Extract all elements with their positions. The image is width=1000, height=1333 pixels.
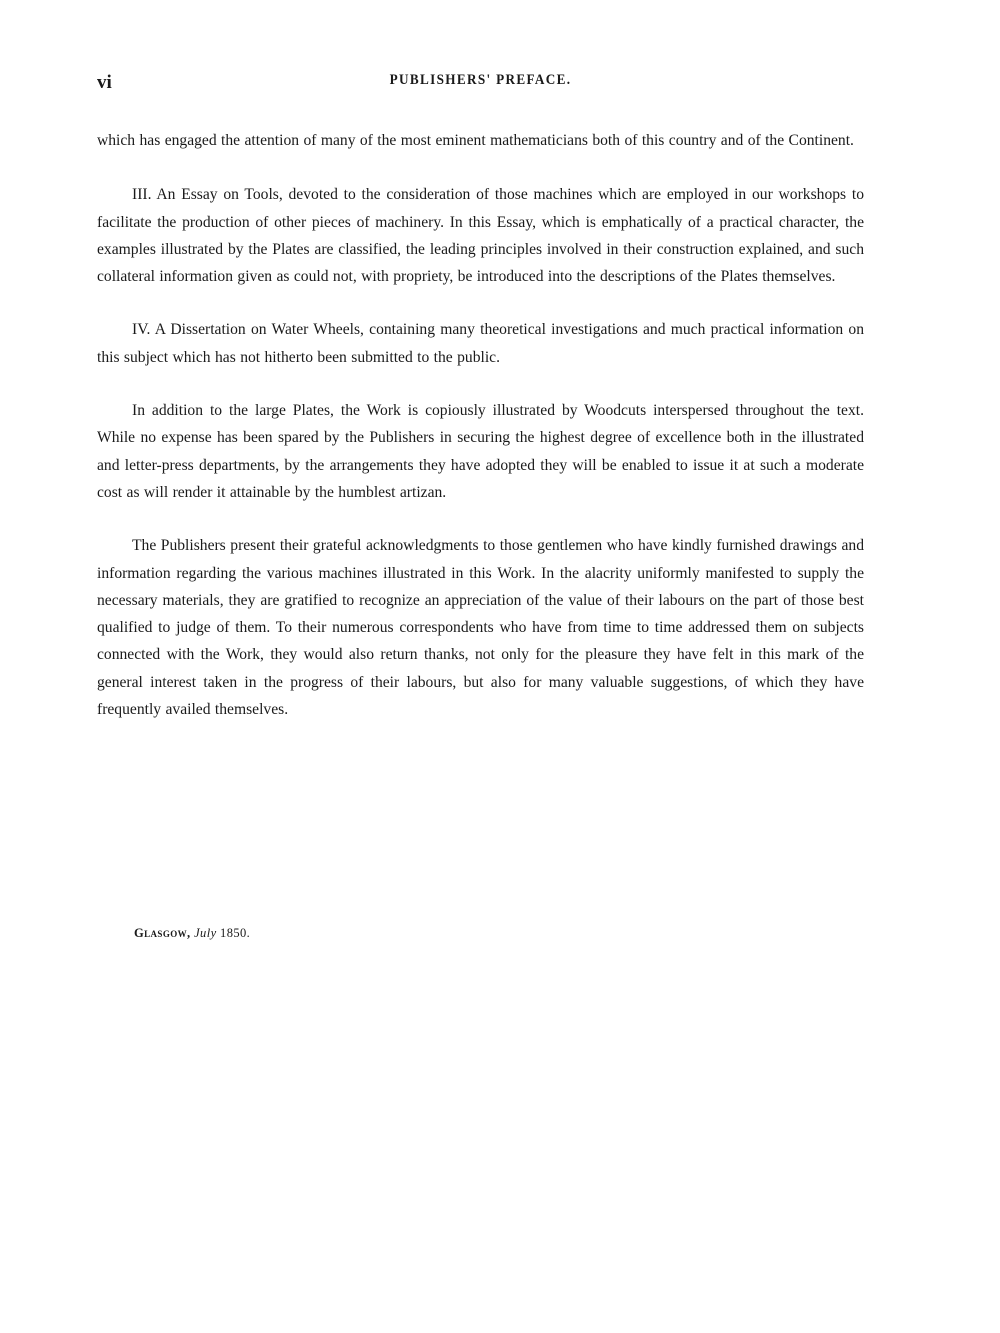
page-title: PUBLISHERS' PREFACE. [389, 72, 572, 88]
signature-place: Glasgow, [134, 926, 191, 940]
signature-year: 1850. [220, 926, 251, 940]
paragraph-illustrations: In addition to the large Plates, the Work is copiously illustrated by Woodcuts interspersed throughout the text. While no expense has been spared by the Publishers in securing the highest degree of excellence both in the illustrated and letter-press departments, by the arrangements they have adopted they will be enabled to issue it at such a moderate cost as will render it attainable by the humblest artizan. [97, 402, 864, 501]
signature-dateline [134, 926, 250, 941]
paragraph-continuation: which has engaged the attention of many of the most eminent mathematicians both of this country and of the Continent. [97, 132, 854, 149]
paragraph-essay-on-tools: III. An Essay on Tools, devoted to the consideration of those machines which are employed in our workshops to facilitate the production of other pieces of machinery. In this Essay, which is emphatically of a practical character, the examples illustrated by the Plates are classified, the leading principles involved in their construction explained, and such collateral information given as could not, with propriety, be introduced into the descriptions of the Plates themselves. [97, 186, 864, 286]
running-head [97, 72, 864, 98]
signature-month: July [194, 926, 217, 940]
paragraph-acknowledgments: The Publishers present their grateful acknowledgments to those gentlemen who have kindly furnished drawings and information regarding the various machines illustrated in this Work. In the alacrity uniformly manifested to supply the necessary materials, they are gratified to recognize an appreciation of the value of their labours on the part of those best qualified to judge of them. To their numerous correspondents who have from time to time addressed them on subjects connected with the Work, they would also return thanks, not only for the pleasure they have felt in this mark of the general interest taken in the progress of their labours, but also for many valuable suggestions, of which they have frequently availed themselves. [97, 537, 864, 719]
body-text [97, 127, 864, 723]
page-number: vi [97, 72, 112, 93]
paragraph-water-wheels: IV. A Dissertation on Water Wheels, containing many theoretical investigations and much practical information on this subject which has not hitherto been submitted to the public. [97, 321, 864, 366]
